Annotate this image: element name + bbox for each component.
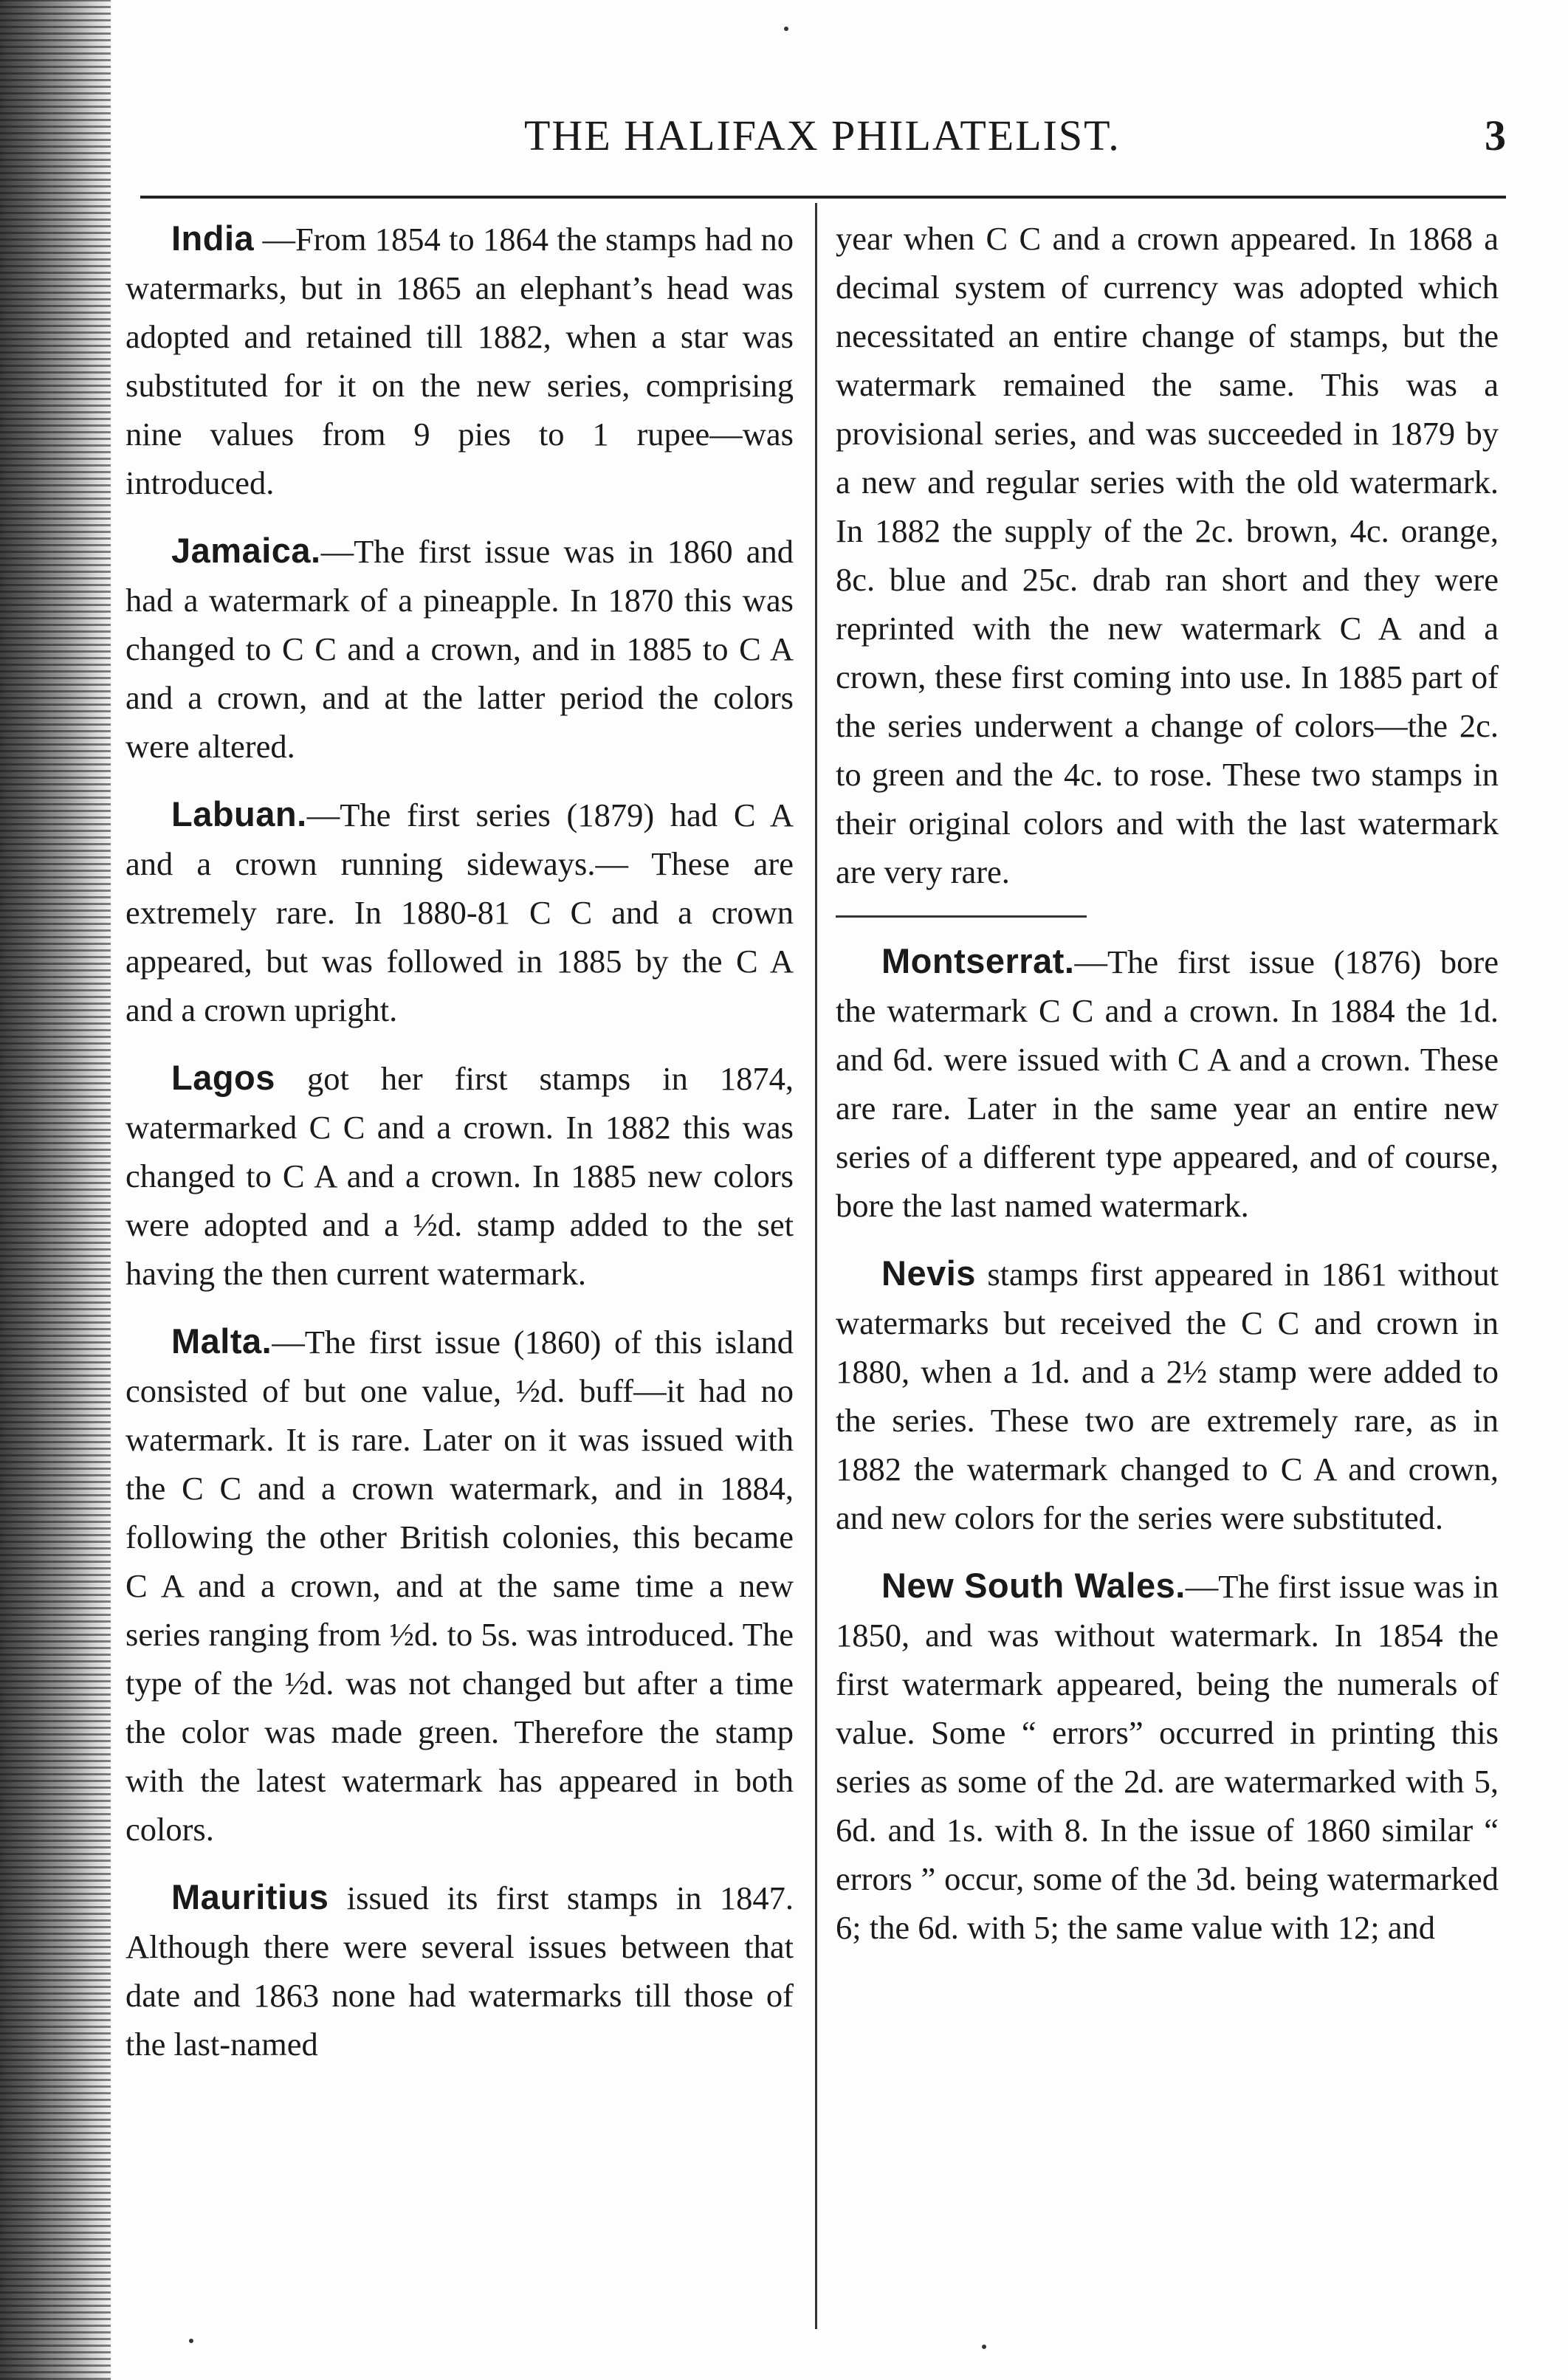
left-column [125,214,794,2088]
article-mauritius-continued [836,214,1499,896]
entry-heading: Lagos [171,1058,275,1097]
article-labuan [125,790,794,1034]
page-header [111,111,1513,170]
entry-body: —The first issue (1860) of this island consisted of but one value, ½d. buff—it had no watermark. It is rare. Later on it was issued with the C C and a crown watermark, and in 1884, following the other British colonies, this became C A and a crown, and at the same time a new series ranging from ½d. to 5s. was introduced. The type of the ½d. was not changed but after a time the color was made green. Therefore the stamp with the latest watermark has appeared in both colors. [125,1324,794,1848]
article-jamaica [125,526,794,771]
article-lagos [125,1053,794,1298]
entry-heading: Labuan. [171,794,307,833]
article-india [125,214,794,507]
article-nevis [836,1249,1499,1542]
print-speck [784,27,788,31]
running-title: THE HALIFAX PHILATELIST. [524,111,1121,159]
page-number: 3 [1485,111,1506,159]
article-montserrat [836,937,1499,1230]
header-rule [140,196,1506,199]
entry-heading: India [171,219,255,258]
entry-body: issued its first stamps in 1847. Although there were several issues between that date and 1863 none had watermarks till those of the last-named [125,1879,794,2063]
article-mauritius [125,1873,794,2068]
entry-heading: Nevis [881,1253,976,1293]
entry-body: —The first issue was in 1850, and was without watermark. In 1854 the first watermark appeared, being the numerals of value. Some “ errors” occurred in printing this series as some of the 2d. are watermarked with 5, 6d. and 1s. with 8. In the issue of 1860 similar “ errors ” occur, some of the 3d. being watermarked 6; the 6d. with 5; the same value with 12; and [836,1568,1499,1946]
entry-heading: Montserrat. [881,941,1075,980]
page-binding-edge [0,0,111,2380]
article-malta [125,1317,794,1854]
entry-heading: Mauritius [171,1877,329,1916]
right-column [836,214,1499,1971]
entry-body: stamps first appeared in 1861 without watermarks but received the C C and crown in 1880, when a 1d. and a 2½ stamp were added to the series. These two are extremely rare, as in 1882 the watermark changed to C A and crown, and new colors for the series were substituted. [836,1256,1499,1536]
column-divider [815,203,817,2329]
entry-heading: Malta. [171,1321,272,1361]
entry-body: year when C C and a crown appeared. In 1868 a decimal system of currency was adopted which necessitated an entire change of stamps, but the watermark remained the same. This was a provisional series, and was succeeded in 1879 by a new and regular series with the old watermark. In 1882 the supply of the 2c. brown, 4c. orange, 8c. blue and 25c. drab ran short and they were reprinted with the new watermark C A and a crown, these first coming into use. In 1885 part of the series underwent a change of colors—the 2c. to green and the 4c. to rose. These two stamps in their original colors and with the last watermark are very rare. [836,220,1499,890]
article-new-south-wales [836,1561,1499,1952]
entry-body: —From 1854 to 1864 the stamps had no watermarks, but in 1865 an elephant’s head was adopted and retained till 1882, when a star was substituted for it on the new series, comprising nine values from 9 pies to 1 rupee—was introduced. [125,221,794,501]
entry-heading: New South Wales. [881,1566,1186,1605]
section-rule [836,915,1087,918]
print-speck [982,2345,986,2349]
entry-body: —The first series (1879) had C A and a crown running sideways.— These are extremely rare. In 1880-81 C C and a crown appeared, but was followed in 1885 by the C A and a crown upright. [125,797,794,1028]
print-speck [189,2339,193,2343]
entry-body: got her first stamps in 1874, watermarked C C and a crown. In 1882 this was changed to C A and a crown. In 1885 new colors were adopted and a ½d. stamp added to the set having the then current watermark. [125,1060,794,1292]
entry-body: —The first issue was in 1860 and had a watermark of a pineapple. In 1870 this was changed to C C and a crown, and in 1885 to C A and a crown, and at the latter period the colors were altered. [125,533,794,765]
entry-heading: Jamaica. [171,531,321,570]
entry-body: —The first issue (1876) bore the watermark C C and a crown. In 1884 the 1d. and 6d. were issued with C A and a crown. These are rare. Later in the same year an entire new series of a different type appeared, and of course, bore the last named watermark. [836,943,1499,1224]
